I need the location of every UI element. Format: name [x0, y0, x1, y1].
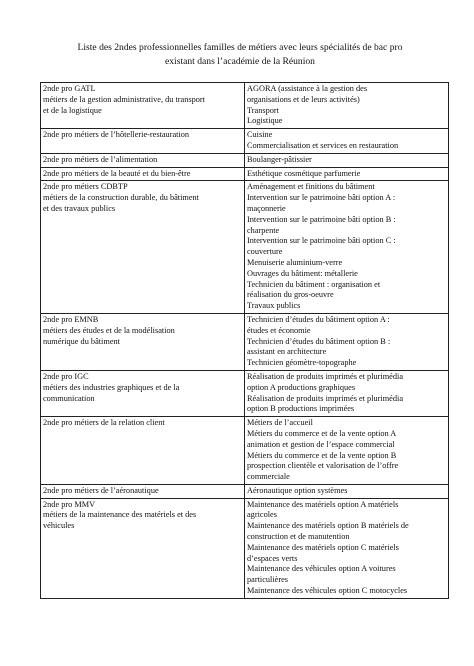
specialty-text-line: charpente [247, 225, 280, 235]
table-row [41, 167, 449, 181]
specialty-text-line: Logistique [247, 116, 283, 126]
specialty-text-line: Maintenance des matériels option C matériels [247, 542, 399, 552]
specialty-text-line: AGORA (assistance à la gestion des [247, 84, 368, 93]
family-cell-lines [43, 169, 242, 180]
specialties-cell-lines [247, 155, 446, 166]
family-text-line: 2nde pro métiers CDBTP [43, 182, 128, 192]
family-text-line: 2nde pro EMNB [43, 314, 99, 324]
specialty-text-line: Réalisation de produits imprimés et plurimédia [247, 371, 403, 381]
family-cell [41, 181, 245, 314]
specialty-text-line: Ouvrages du bâtiment: métallerie [247, 268, 358, 278]
specialty-text-line: Cuisine [247, 130, 273, 140]
family-cell-lines [43, 372, 242, 404]
specialty-text-line: Esthétique cosmétique parfumerie [247, 168, 361, 178]
family-cell-lines [43, 84, 242, 116]
specialty-text-line: Aménagement et finitions du bâtiment [247, 182, 375, 192]
family-text-line: métiers de la maintenance des matériels et des [43, 510, 197, 520]
specialties-cell-lines [247, 169, 446, 180]
page-title [40, 41, 440, 68]
specialty-text-line: d’espaces verts [247, 553, 298, 563]
specialty-text-line: Aéronautique option systèmes [247, 485, 348, 495]
family-cell [41, 370, 245, 416]
specialty-text-line: option B productions imprimées [247, 404, 355, 414]
specialty-text-line: assistant en architecture [247, 347, 327, 357]
family-text-line: 2nde pro métiers de la relation client [43, 418, 165, 428]
table-row [41, 370, 449, 416]
family-cell [41, 498, 245, 598]
specialty-text-line: Maintenance des matériels option A matériels [247, 499, 399, 509]
specialty-text-line: couverture [247, 247, 283, 257]
specialty-text-line: Technicien du bâtiment : organisation et [247, 279, 381, 289]
specialty-text-line: réalisation du gros-oeuvre [247, 290, 334, 300]
family-text-line: métiers des études et de la modélisation [43, 325, 175, 335]
specialty-text-line: construction et de manutention [247, 532, 350, 542]
specialties-cell [245, 498, 449, 598]
table-row [41, 83, 449, 129]
specialty-text-line: animation et gestion de l’espace commercial [247, 439, 395, 449]
specialty-text-line: Technicien géomètre-topographe [247, 358, 357, 368]
specialty-text-line: Commercialisation et services en restauration [247, 140, 399, 150]
family-cell-lines [43, 500, 242, 532]
table-row [41, 484, 449, 498]
specialty-text-line: maçonnerie [247, 203, 286, 213]
family-text-line: 2nde pro métiers de l’hôtellerie-restauration [43, 130, 190, 140]
family-cell-lines [43, 315, 242, 347]
family-cell-lines [43, 486, 242, 497]
family-cell [41, 167, 245, 181]
specialty-text-line: Transport [247, 105, 279, 115]
family-cell-lines [43, 418, 242, 429]
specialty-text-line: études et économie [247, 325, 311, 335]
specialties-cell [245, 129, 449, 154]
table-row [41, 498, 449, 598]
specialties-cell-lines [247, 315, 446, 369]
family-text-line: métiers de la construction durable, du bâtiment [43, 193, 199, 203]
specialties-cell [245, 313, 449, 370]
page-title-line-2: existant dans l’académie de la Réunion [165, 55, 315, 67]
specialty-text-line: Intervention sur le patrimoine bâti option B : [247, 214, 396, 224]
family-cell [41, 417, 245, 485]
specialties-cell-lines [247, 418, 446, 483]
specialty-text-line: particulières [247, 575, 289, 585]
specialty-text-line: organisations et de leurs activités) [247, 94, 360, 104]
specialty-text-line: commerciale [247, 472, 290, 482]
families-table [40, 82, 449, 599]
specialty-text-line: option A productions graphiques [247, 382, 356, 392]
specialties-cell-lines [247, 372, 446, 415]
specialty-text-line: Métiers du commerce et de la vente option A [247, 428, 397, 438]
table-body [41, 83, 449, 599]
family-text-line: 2nde pro métiers de l’aéronautique [43, 485, 159, 495]
specialty-text-line: Technicien d’études du bâtiment option B : [247, 336, 391, 346]
specialties-cell [245, 167, 449, 181]
specialties-cell-lines [247, 130, 446, 152]
specialty-text-line: Boulanger-pâtissier [247, 154, 312, 164]
specialty-text-line: Intervention sur le patrimoine bâti option C : [247, 236, 396, 246]
specialty-text-line: Maintenance des matériels option B matériels de [247, 521, 409, 531]
family-text-line: 2nde pro métiers de la beauté et du bien-être [43, 168, 191, 178]
specialty-text-line: Travaux publics [247, 301, 301, 311]
specialty-text-line: Métiers de l’accueil [247, 418, 313, 428]
family-text-line: communication [43, 393, 95, 403]
family-cell-lines [43, 130, 242, 141]
specialty-text-line: Réalisation de produits imprimés et plurimédia [247, 393, 403, 403]
specialty-text-line: Maintenance des véhicules option C motocycles [247, 586, 408, 596]
family-cell [41, 129, 245, 154]
family-text-line: et de la logistique [43, 105, 102, 115]
specialties-cell [245, 83, 449, 129]
family-text-line: 2nde pro MMV [43, 499, 96, 509]
table-row [41, 153, 449, 167]
family-cell-lines [43, 182, 242, 214]
family-text-line: véhicules [43, 521, 75, 531]
specialties-cell [245, 484, 449, 498]
family-text-line: métiers de la gestion administrative, du transport [43, 94, 205, 104]
specialties-cell [245, 417, 449, 485]
page-title-line-1: Liste des 2ndes professionnelles familles de métiers avec leurs spécialités de bac pro [77, 42, 403, 53]
family-cell [41, 313, 245, 370]
table-row [41, 181, 449, 314]
specialty-text-line: Maintenance des véhicules option A voitures [247, 564, 396, 574]
family-text-line: métiers des industries graphiques et de la [43, 382, 180, 392]
specialty-text-line: Intervention sur le patrimoine bâti option A : [247, 193, 396, 203]
specialties-cell-lines [247, 486, 446, 497]
specialties-cell-lines [247, 500, 446, 597]
specialties-cell [245, 370, 449, 416]
table-row [41, 417, 449, 485]
specialty-text-line: Métiers du commerce et de la vente option B [247, 450, 397, 460]
family-cell [41, 153, 245, 167]
family-cell [41, 484, 245, 498]
table-row [41, 313, 449, 370]
family-text-line: 2nde pro IGC [43, 371, 89, 381]
specialties-cell-lines [247, 84, 446, 127]
family-text-line: 2nde pro métiers de l’alimentation [43, 154, 158, 164]
family-text-line: numérique du bâtiment [43, 336, 120, 346]
specialty-text-line: agricoles [247, 510, 277, 520]
table-row [41, 129, 449, 154]
family-cell [41, 83, 245, 129]
specialties-cell-lines [247, 182, 446, 312]
specialties-cell [245, 153, 449, 167]
family-text-line: 2nde pro GATL [43, 84, 96, 93]
specialty-text-line: prospection clientèle et valorisation de l’offre [247, 461, 399, 471]
specialty-text-line: Menuiserie aluminium-verre [247, 257, 343, 267]
family-cell-lines [43, 155, 242, 166]
specialty-text-line: Technicien d’études du bâtiment option A : [247, 314, 390, 324]
family-text-line: et des travaux publics [43, 203, 116, 213]
specialties-cell [245, 181, 449, 314]
